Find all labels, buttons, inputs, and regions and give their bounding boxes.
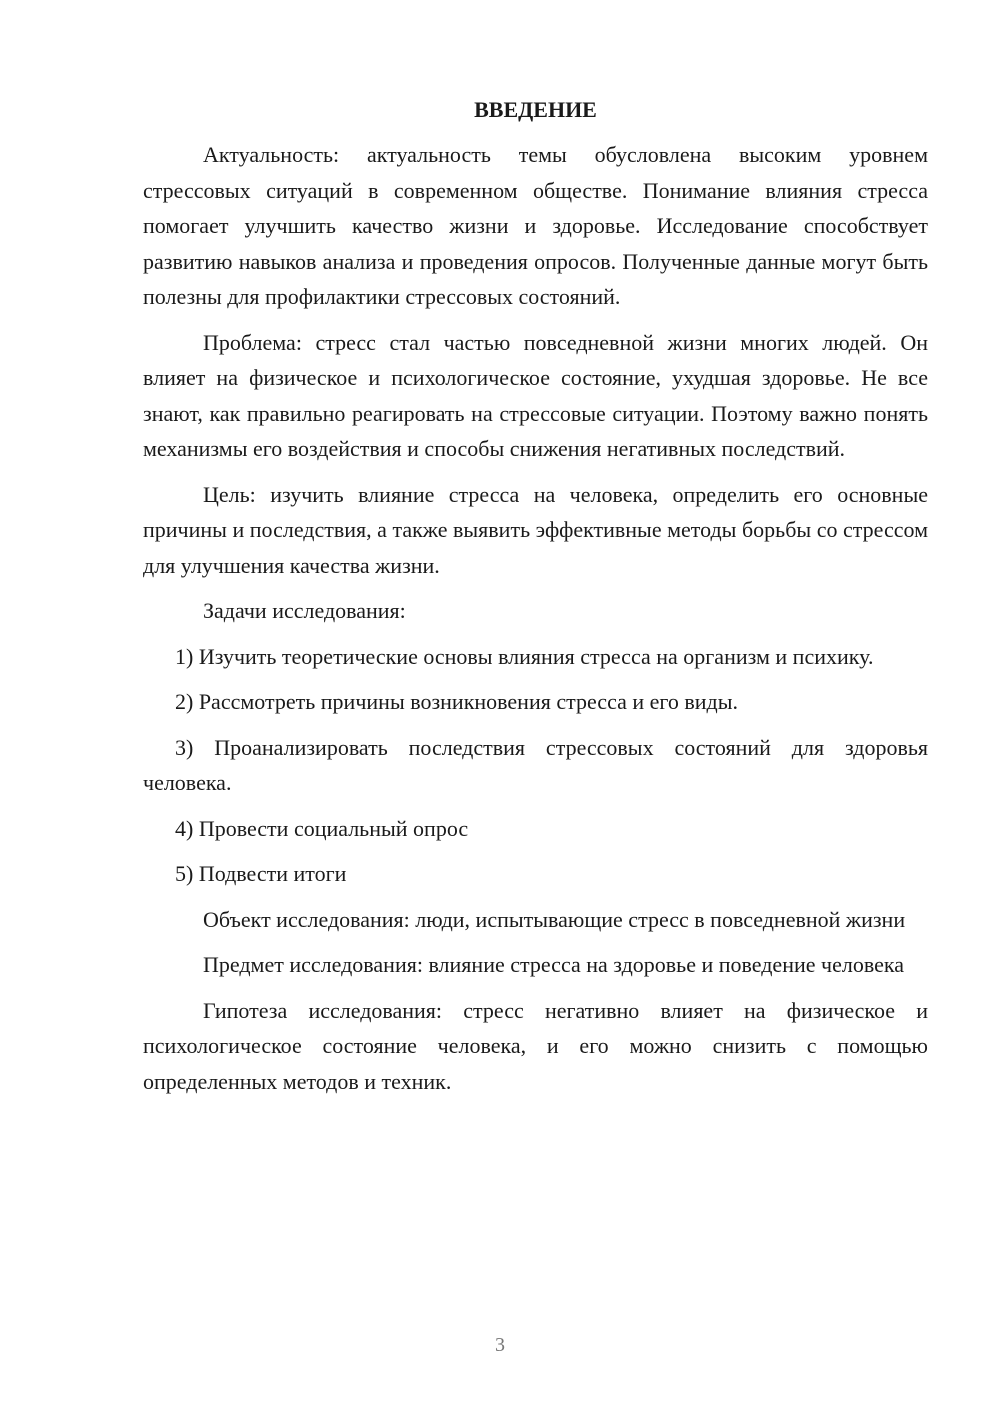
paragraph-subject: Предмет исследования: влияние стресса на здоровье и поведение человека <box>203 952 904 977</box>
page-number: 3 <box>495 1334 505 1356</box>
page-content <box>143 92 928 1109</box>
task-item-1: 1) Изучить теоретические основы влияния стресса на организм и психику. <box>175 643 874 669</box>
task-item-5: 5) Подвести итоги <box>175 861 347 886</box>
paragraph-problem: Проблема: стресс стал частью повседневной жизни многих людей. Он влияет на физическое и психологическое состояние, ухудшая здоровье. Не все знают, как правильно реагировать на стрессовые ситуации. Поэтому важно понять механизмы его воздействия и способы снижения негативных последствий. <box>143 329 928 461</box>
paragraph-goal: Цель: изучить влияние стресса на человека, определить его основные причины и последствия, а также выявить эффективные методы борьбы со стрессом для улучшения качества жизни. <box>143 481 928 578</box>
section-title: ВВЕДЕНИЕ <box>474 97 597 122</box>
task-item-4: 4) Провести социальный опрос <box>175 815 469 841</box>
paragraph-object: Объект исследования: люди, испытывающие стресс в повседневной жизни <box>203 906 906 932</box>
paragraph-hypothesis: Гипотеза исследования: стресс негативно влияет на физическое и психологическое состояние человека, и его можно снизить с помощью определенных методов и техник. <box>143 997 928 1094</box>
paragraph-relevance: Актуальность: актуальность темы обусловлена высоким уровнем стрессовых ситуаций в современном обществе. Понимание влияния стресса помогает улучшить качество жизни и здоровье. Исследование способствует развитию навыков анализа и проведения опросов. Полученные данные могут быть полезны для профилактики стрессовых состояний. <box>143 142 928 309</box>
task-item-2: 2) Рассмотреть причины возникновения стресса и его виды. <box>175 689 739 714</box>
task-item-3: 3) Проанализировать последствия стрессовых состояний для здоровья человека. <box>143 734 928 795</box>
paragraph-tasks-heading: Задачи исследования: <box>203 598 406 623</box>
